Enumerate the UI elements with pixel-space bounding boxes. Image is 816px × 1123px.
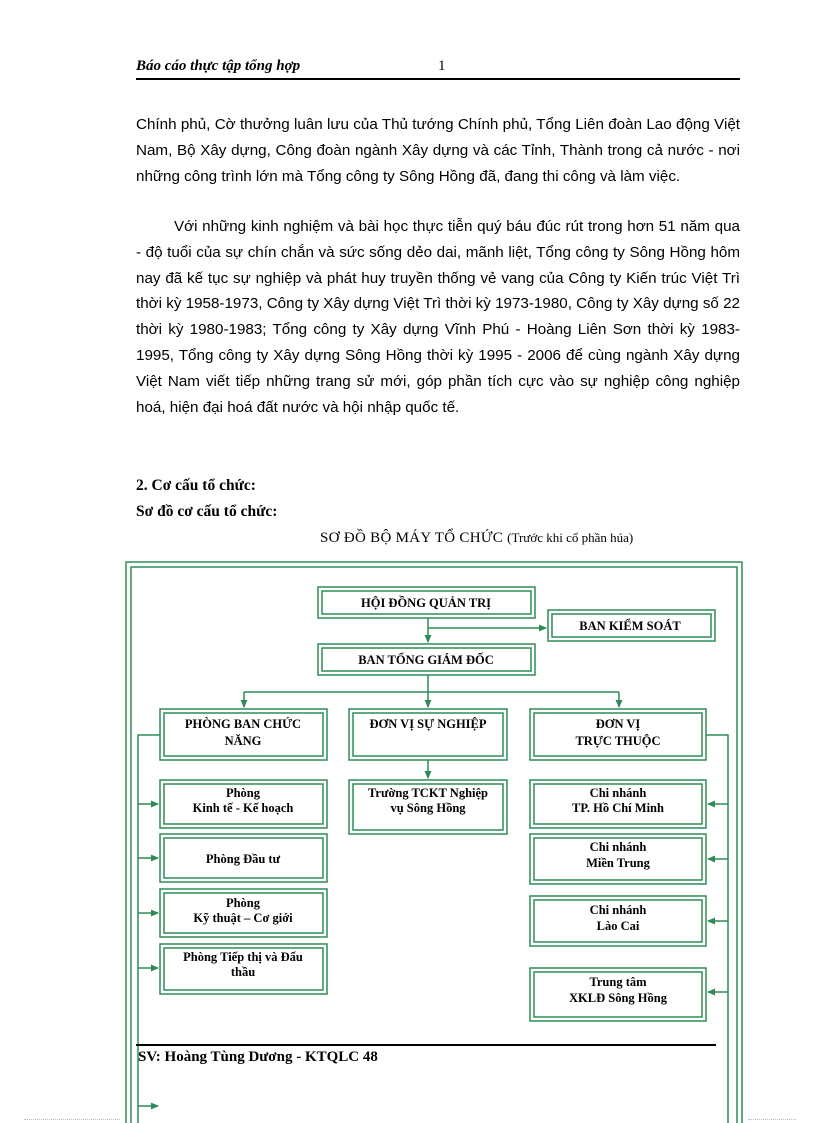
section-subheading: Sơ đồ cơ cấu tổ chức: xyxy=(136,503,278,520)
career-units-label: ĐƠN VỊ SỰ NGHIỆP xyxy=(369,717,487,731)
supervisory-label: BAN KIỂM SOÁT xyxy=(579,619,681,633)
page-number: 1 xyxy=(438,58,446,74)
chart-frame-outer xyxy=(126,562,742,1123)
footer-divider xyxy=(136,1044,716,1046)
report-title: Báo cáo thực tập tổng hợp xyxy=(136,58,301,74)
branch-hcm-line1: Chi nhánh xyxy=(589,786,647,800)
dept-planning-line2: Kinh tế - Kế hoạch xyxy=(192,801,294,815)
functional-label-line2: NĂNG xyxy=(224,734,262,748)
paragraph-2: Với những kinh nghiệm và bài học thực tiễn quý báu đúc rút trong hơn 51 năm qua - độ tuổi của sự chín chắn và sức sống dẻo dai, mãnh liệt, Tổng công ty Sông Hồng hôm nay đã kế tục sự nghiệp và phát huy truyền thống vẻ vang của Công ty Kiến trúc Việt Trì thời kỳ 1958-1973, Công ty Xây dựng Việt Trì thời kỳ 1973-1980, Công ty Xây dựng số 22 thời kỳ 1980-1983; Tổng công ty Xây dựng Vĩnh Phú - Hoàng Liên Sơn thời kỳ 1983-1995, Tổng công ty Xây dựng Sông Hồng thời kỳ 1995 - 2006 để cùng ngành Xây dựng Việt Nam viết tiếp những trang sử mới, góp phần tích cực vào sự nghiệp công nghiệp hoá, hiện đại hoá đất nước và hội nhập quốc tế. xyxy=(136,218,740,416)
affiliated-label-line2: TRỰC THUỘC xyxy=(575,734,661,748)
board-label: HỘI ĐỒNG QUẢN TRỊ xyxy=(361,596,491,610)
directors-label: BAN TỔNG GIÁM ĐỐC xyxy=(358,653,494,667)
branch-central-line2: Miền Trung xyxy=(586,856,650,870)
dept-planning-line1: Phòng xyxy=(225,786,261,800)
dept-investment-label: Phòng Đầu tư xyxy=(205,852,281,866)
school-line2: vụ Sông Hồng xyxy=(390,801,466,815)
functional-label-line1: PHÒNG BAN CHỨC xyxy=(184,717,302,731)
section-heading: 2. Cơ cấu tổ chức: xyxy=(136,477,256,494)
footer-author: SV: Hoàng Tùng Dương - KTQLC 48 xyxy=(138,1049,378,1065)
center-line2: XKLĐ Sông Hồng xyxy=(569,991,667,1005)
chart-title-note: (Trước khi cổ phần húa) xyxy=(507,530,634,545)
branch-laocai-line2: Lào Cai xyxy=(596,919,640,933)
dept-technical-line2: Kỹ thuật – Cơ giới xyxy=(193,911,293,925)
dept-marketing-line2: thầu xyxy=(230,965,256,979)
branch-hcm-line2: TP. Hồ Chí Minh xyxy=(572,801,664,815)
branch-laocai-line1: Chi nhánh xyxy=(589,903,647,917)
center-line1: Trung tâm xyxy=(589,975,647,989)
dept-technical-line1: Phòng xyxy=(225,896,261,910)
affiliated-label-line1: ĐƠN VỊ xyxy=(595,717,641,731)
footer-dots-right xyxy=(748,1119,796,1121)
connector-right-bus xyxy=(706,735,728,1123)
chart-title-main: SƠ ĐỒ BỘ MÁY TỔ CHỨC xyxy=(320,530,504,546)
dept-marketing-line1: Phòng Tiếp thị và Đấu xyxy=(183,950,303,964)
footer-dots-left xyxy=(24,1119,120,1121)
paragraph-1: Chính phủ, Cờ thưởng luân lưu của Thủ tướng Chính phủ, Tổng Liên đoàn Lao động Việt Nam, Bộ Xây dựng, Công đoàn ngành Xây dựng và các Tỉnh, Thành trong cả nước - nơi những công trình lớn mà Tổng công ty Sông Hồng đã, đang thi công và làm việc. xyxy=(136,116,740,185)
school-line1: Trường TCKT Nghiệp xyxy=(367,786,489,800)
branch-central-line1: Chi nhánh xyxy=(589,840,647,854)
